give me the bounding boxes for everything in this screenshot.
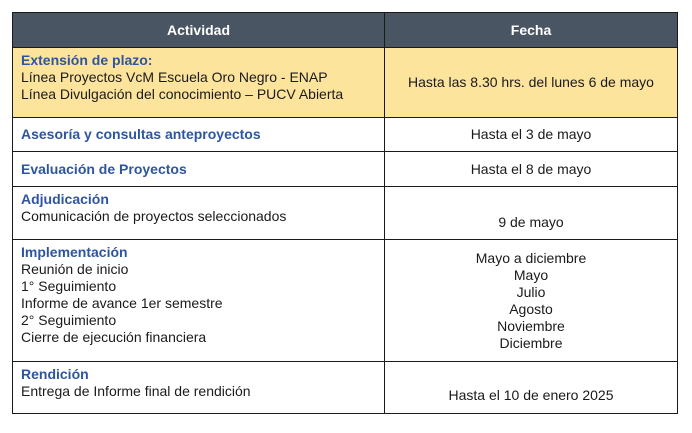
row-title: Implementación: [21, 244, 128, 260]
fecha-value: Noviembre: [497, 318, 565, 334]
row-title: Adjudicación: [21, 191, 109, 207]
row-line: Línea Proyectos VcM Escuela Oro Negro - ENAP: [21, 69, 328, 85]
fecha-value: 9 de mayo: [498, 214, 564, 230]
row-line: Cierre de ejecución financiera: [21, 329, 207, 345]
fecha-value: Agosto: [509, 301, 553, 317]
table-row-evaluacion: [13, 152, 678, 187]
fecha-value: Mayo a diciembre: [475, 250, 587, 266]
fecha-value: Hasta el 10 de enero 2025: [448, 387, 614, 403]
row-title: Asesoría y consultas anteproyectos: [21, 126, 261, 142]
row-title: Rendición: [21, 366, 89, 382]
actividad-cell: [13, 118, 385, 152]
table-header-row: [13, 13, 678, 48]
fecha-value: Mayo: [513, 267, 549, 283]
row-line: Informe de avance 1er semestre: [21, 295, 223, 311]
header-fecha: Fecha: [385, 13, 678, 48]
header-actividad: Actividad: [13, 13, 385, 48]
table-row-rendicion: [13, 362, 678, 414]
actividad-cell: [13, 152, 385, 187]
row-line: 2° Seguimiento: [21, 312, 117, 328]
actividad-cell: [13, 48, 385, 118]
table-row-extension: [13, 48, 678, 118]
table-row-implementacion: [13, 240, 678, 362]
row-line: 1° Seguimiento: [21, 278, 117, 294]
row-title: Extensión de plazo:: [21, 52, 153, 68]
fecha-cell: [385, 240, 678, 362]
row-line: Comunicación de proyectos seleccionados: [21, 208, 287, 224]
actividad-cell: [13, 240, 385, 362]
actividad-cell: [13, 362, 385, 414]
actividad-cell: [13, 187, 385, 240]
fecha-value: Julio: [516, 284, 546, 300]
row-line: Línea Divulgación del conocimiento – PUCV Abierta: [21, 86, 344, 102]
fecha-cell: [385, 187, 678, 240]
row-title: Evaluación de Proyectos: [21, 160, 187, 177]
fecha-cell: [385, 362, 678, 414]
table-row-asesoria: [13, 118, 678, 152]
row-line: Entrega de Informe final de rendición: [21, 383, 251, 399]
fecha-cell: [385, 152, 678, 187]
row-line: Reunión de inicio: [21, 261, 129, 277]
fecha-cell: [385, 118, 678, 152]
fecha-value: Hasta el 8 de mayo: [470, 160, 592, 177]
fecha-cell: [385, 48, 678, 118]
fecha-value: Diciembre: [499, 335, 563, 351]
fecha-value: Hasta el 3 de mayo: [470, 126, 592, 142]
schedule-table: [12, 12, 678, 414]
fecha-value: Hasta las 8.30 hrs. del lunes 6 de mayo: [408, 74, 654, 90]
table-row-adjudicacion: [13, 187, 678, 240]
